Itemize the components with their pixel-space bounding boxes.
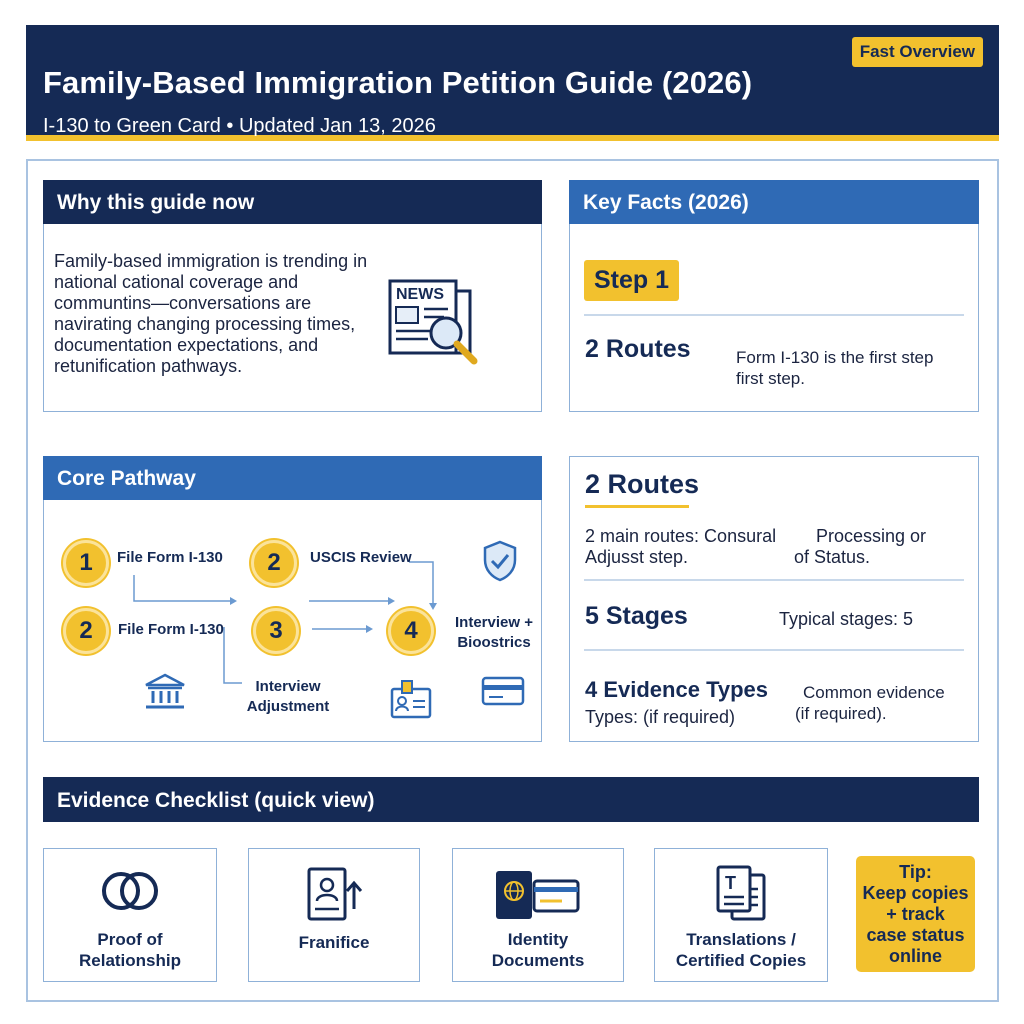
evidence-card-franifice bbox=[248, 848, 420, 982]
evidence-label: 4 Evidence Types bbox=[585, 677, 769, 702]
step-1-label: File Form I-130 bbox=[117, 549, 223, 566]
core-pathway-card bbox=[43, 456, 542, 742]
step-circle-1: 1 bbox=[63, 540, 109, 586]
evidence-note-1: Common evidence bbox=[803, 683, 945, 702]
facts-card bbox=[569, 456, 979, 742]
id-card-icon bbox=[388, 677, 434, 721]
step-2-label: USCIS Review bbox=[310, 549, 412, 566]
why-card bbox=[43, 180, 542, 412]
core-pathway-heading: Core Pathway bbox=[43, 456, 542, 500]
evidence-card-relationship bbox=[43, 848, 217, 982]
step-4-label: Interview + Bioostrics bbox=[455, 614, 533, 651]
evidence-card-translations bbox=[654, 848, 828, 982]
document-upload-icon bbox=[299, 863, 369, 927]
step-circle-3: 3 bbox=[253, 608, 299, 654]
passport-id-icon bbox=[492, 863, 584, 927]
stages-note: Typical stages: 5 bbox=[779, 609, 914, 629]
svg-text:NEWS: NEWS bbox=[396, 286, 444, 303]
routes-label: 2 Routes bbox=[585, 335, 691, 363]
evidence-note-2: (if required). bbox=[795, 704, 887, 723]
divider bbox=[584, 314, 964, 316]
rings-icon bbox=[95, 863, 165, 919]
why-body: Family-based immigration is trending in national cational coverage and communtins—conversations are navirating changing processing times, documentation expectations, and retunification pathways. bbox=[54, 251, 368, 376]
page-header bbox=[26, 25, 999, 141]
why-heading: Why this guide now bbox=[43, 180, 542, 224]
stages-label: 5 Stages bbox=[585, 602, 688, 630]
svg-text:T: T bbox=[725, 873, 736, 893]
key-facts-heading: Key Facts (2026) bbox=[569, 180, 979, 224]
evidence-label: Identity Documents bbox=[491, 930, 585, 970]
evidence-sub: Types: (if required) bbox=[585, 707, 736, 727]
routes-line-2a: Adjusst step. bbox=[585, 547, 689, 567]
step-circle-4: 4 bbox=[388, 608, 434, 654]
routes-line-2b: of Status. bbox=[794, 547, 871, 567]
tip-callout: Tip: Keep copies + track case status online bbox=[856, 856, 975, 972]
routes-heading: 2 Routes bbox=[585, 469, 700, 499]
routes-line-1a: 2 main routes: Consural bbox=[585, 526, 777, 546]
routes-line-1b: Processing or bbox=[816, 526, 927, 546]
evidence-label: Proof of Relationship bbox=[78, 930, 181, 970]
step-circle-2: 2 bbox=[251, 540, 297, 586]
overview-badge: Fast Overview bbox=[852, 37, 983, 67]
government-building-icon bbox=[144, 673, 186, 711]
step-circle-2b: 2 bbox=[63, 608, 109, 654]
page-title: Family-Based Immigration Petition Guide (2026) bbox=[43, 65, 753, 100]
key-facts-card bbox=[569, 180, 979, 412]
gold-underline bbox=[585, 505, 689, 508]
routes-note-2: first step. bbox=[736, 369, 805, 388]
page-subtitle: I-130 to Green Card • Updated Jan 13, 2026 bbox=[43, 115, 436, 137]
evidence-card-identity bbox=[452, 848, 624, 982]
divider bbox=[584, 579, 964, 581]
checklist-heading: Evidence Checklist (quick view) bbox=[43, 777, 979, 822]
interview-label: Interview Adjustment bbox=[246, 678, 330, 715]
newspaper-magnifier-icon bbox=[386, 277, 486, 367]
credit-card-icon bbox=[481, 675, 525, 707]
step-1-pill: Step 1 bbox=[584, 260, 679, 301]
translation-docs-icon bbox=[706, 863, 776, 927]
routes-note-1: Form I-130 is the first step bbox=[736, 348, 934, 367]
evidence-label: Franifice bbox=[298, 933, 370, 952]
step-2b-label: File Form I-130 bbox=[118, 621, 224, 638]
divider bbox=[584, 649, 964, 651]
evidence-label: Translations / Certified Copies bbox=[675, 930, 807, 970]
shield-check-icon bbox=[482, 540, 518, 582]
